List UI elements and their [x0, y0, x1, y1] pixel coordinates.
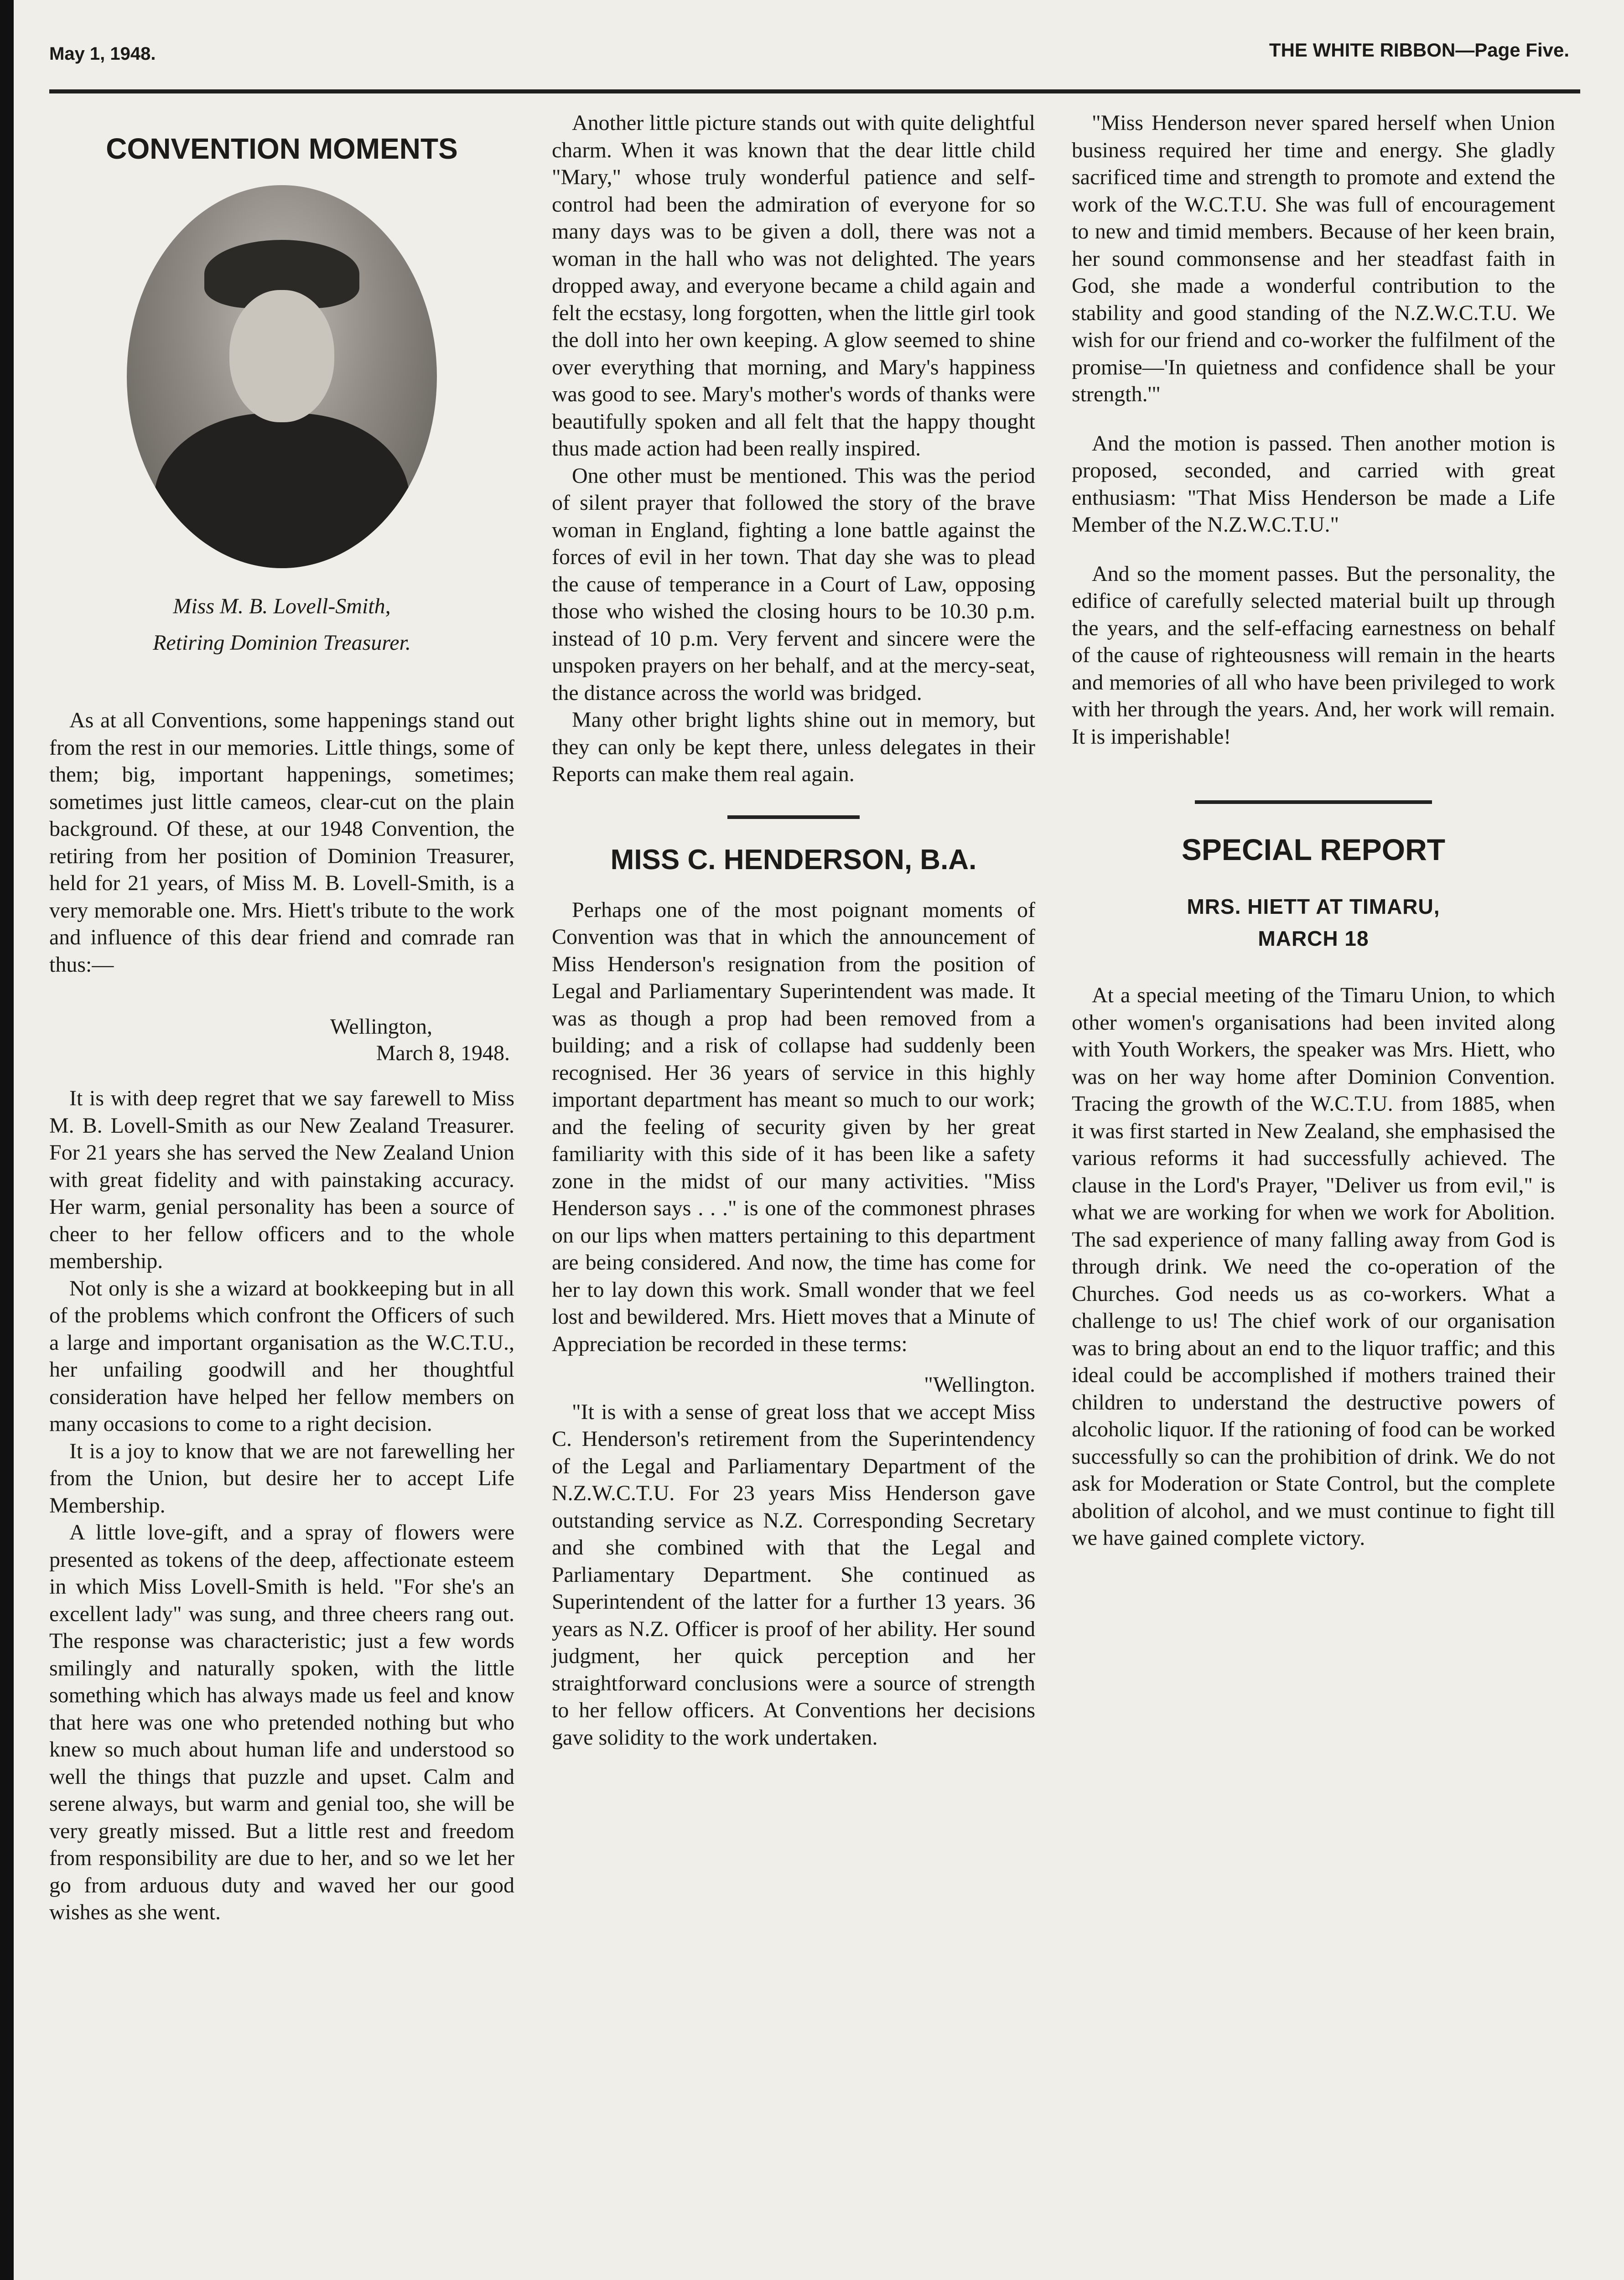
- henderson-paragraph-4: And the motion is passed. Then another motion is proposed, seconded, and carried with great enthusiasm: "That Miss Henderson be made a Life Member of the N.Z.W.C.T.U.": [1072, 431, 1555, 537]
- column-1: [49, 109, 514, 2280]
- tribute-paragraph-3: It is a joy to know that we are not farewelling her from the Union, but desire her to accept Life Membership.: [49, 1439, 514, 1518]
- tribute-paragraph-4: A little love-gift, and a spray of flowers were presented as tokens of the deep, affectionate esteem in which Miss Lovell-Smith is held. "For she's an excellent lady" was sung, and three cheers rang out. The response was characteristic; just a few words smilingly and naturally spoken, with the little something which has always made us feel and know that here was one who pretended nothing but who knew so much about human life and understood so well the things that puzzle and upset. Calm and serene always, but warm and genial too, she will be very greatly missed. But a little rest and freedom from responsibility are due to her, and so we let her go from arduous duty and waved her our good wishes as she went.: [49, 1520, 514, 1924]
- henderson-paragraph-3: "Miss Henderson never spared herself when Union business required her time and energy. She gladly sacrificed time and strength to promote and extend the work of the W.C.T.U. She was full of encouragement to new and timid members. Because of her keen brain, her sound commonsense and her steadfast faith in God, she made a wonderful contribution to the stability and good standing of the N.Z.W.C.T.U. We wish for our friend and co-worker the fulfilment of the promise—'In quietness and confidence shall be your strength.'": [1072, 111, 1555, 406]
- convention-intro: As at all Conventions, some happenings stand out from the rest in our memories. Little things, some of them; big, important happenings, sometimes; sometimes just little cameos, clear-cut on the plain background. Of these, at our 1948 Convention, the retiring from her position of Dominion Treasurer, held for 21 years, of Miss M. B. Lovell-Smith, is a very memorable one. Mrs. Hiett's tribute to the work and influence of this dear friend and comrade ran thus:—: [49, 708, 514, 977]
- issue-date: May 1, 1948.: [49, 44, 156, 64]
- header-rule: [49, 89, 1580, 93]
- special-report-title: SPECIAL REPORT: [1181, 833, 1446, 866]
- henderson-title: MISS C. HENDERSON, B.A.: [610, 844, 977, 876]
- henderson-paragraph-2: "It is with a sense of great loss that we accept Miss C. Henderson's retirement from the Superintendency of the Legal and Parliamentary Department of the N.Z.W.C.T.U. For 23 years Miss Henderson gave outstanding service as N.Z. Corresponding Secretary and she combined with that the Legal and Parliamentary Department. She continued as Superintendent of the latter for a further 13 years. 36 years as N.Z. Officer is proof of her ability. Her sound judgment, her quick perception and her straightforward conclusions were a source of strength to her fellow officers. At Conventions her decisions gave solidity to the work undertaken.: [552, 1399, 1035, 1750]
- memories-paragraph: Many other bright lights shine out in memory, but they can only be kept there, unless delegates in their Reports can make them real again.: [552, 708, 1035, 786]
- photo-caption: Miss M. B. Lovell-Smith, Retiring Dominion Treasurer.: [153, 594, 411, 655]
- doll-paragraph: Another little picture stands out with quite delightful charm. When it was known that the dear little child "Mary," whose truly wonderful patience and self-control had been the admiration of everyone for so many days was to be given a doll, there was not a woman in the hall who was not delighted. The years dropped away, and everyone became a child again and felt the ecstasy, long forgotten, when the little girl took the doll into her own keeping. A glow seemed to shine over everything that morning, and Mary's happiness was good to see. Mary's mother's words of thanks were beautifully spoken and all felt that the happy thought thus made action had been really inspired.: [552, 111, 1035, 461]
- tribute-paragraph-1: It is with deep regret that we say farewell to Miss M. B. Lovell-Smith as our New Zealand Treasurer. For 21 years she has served the New Zealand Union with great fidelity and with painstaking accuracy. Her warm, genial personality has been a source of cheer to her fellow officers and to the whole membership.: [49, 1086, 514, 1273]
- letter-dateline: Wellington, March 8, 1948.: [330, 1015, 510, 1065]
- column-2: [552, 109, 1035, 2280]
- column-3: [1072, 109, 1555, 2280]
- section-divider: [727, 815, 860, 819]
- running-header: THE WHITE RIBBON—Page Five.: [1269, 39, 1569, 61]
- minute-dateline: "Wellington.: [924, 1373, 1035, 1397]
- special-report-date: MARCH 18: [1258, 927, 1369, 950]
- tribute-paragraph-2: Not only is she a wizard at bookkeeping but in all of the problems which confront the Officers of such a large and important organisation as the W.C.T.U., her unfailing goodwill and her thoughtful consideration have helped her fellow members on many occasions to come to a right decision.: [49, 1276, 514, 1436]
- portrait-photo: [127, 185, 437, 568]
- binding-edge: [0, 0, 14, 2280]
- special-report-subtitle: MRS. HIETT AT TIMARU,: [1187, 895, 1440, 918]
- convention-title: CONVENTION MOMENTS: [106, 132, 458, 165]
- henderson-paragraph-1: Perhaps one of the most poignant moments of Convention was that in which the announcement of Miss Henderson's resignation from the position of Legal and Parliamentary Superintendent was made. It was as though a prop had been removed from a building; and a risk of collapse had suddenly been recognised. Her 36 years of service in this highly important department has meant so much to our work; and the feeling of security given by her great familiarity with this side of it has been like a safety zone in the midst of our many activities. "Miss Henderson says . . ." is one of the commonest phrases on our lips when matters pertaining to this department are being considered. And now, the time has come for her to lay down this work. Small wonder that we feel lost and bewildered. Mrs. Hiett moves that a Minute of Appreciation be recorded in these terms:: [552, 897, 1035, 1356]
- section-divider-2: [1195, 800, 1432, 804]
- prayer-paragraph: One other must be mentioned. This was the period of silent prayer that followed the story of the brave woman in England, fighting a lone battle against the forces of evil in her town. That day she was to plead the cause of temperance in a Court of Law, opposing those who wished the closing hours to be 10.30 p.m. instead of 10 p.m. Very fervent and sincere were the unspoken prayers on her behalf, and at the mercy-seat, the distance across the world was bridged.: [552, 463, 1035, 705]
- henderson-paragraph-5: And so the moment passes. But the personality, the edifice of carefully selected material built up through the years, and the self-effacing earnestness on behalf of the cause of righteousness will remain in the hearts and memories of all who have been privileged to work with her through the years. And, her work will remain. It is imperishable!: [1072, 561, 1555, 749]
- special-report-paragraph: At a special meeting of the Timaru Union, to which other women's organisations had been invited along with Youth Workers, the speaker was Mrs. Hiett, who was on her way home after Dominion Convention. Tracing the growth of the W.C.T.U. from 1885, when it was first started in New Zealand, she emphasised the various reforms it had successfully achieved. The clause in the Lord's Prayer, "Deliver us from evil," is what we are working for when we work for Abolition. The sad experience of many falling away from God is through drink. We need the co-operation of the Churches. God needs us as co-workers. What a challenge to us! The chief work of our organisation was to bring about an end to the liquor traffic; and this ideal could be accomplished if mothers trained their children to understand the destructive powers of alcoholic liquor. If the rationing of food can be worked successfully so can the prohibition of drink. We do not ask for Moderation or State Control, but the complete abolition of alcohol, and we must continue to fight till we have gained complete victory.: [1072, 983, 1555, 1550]
